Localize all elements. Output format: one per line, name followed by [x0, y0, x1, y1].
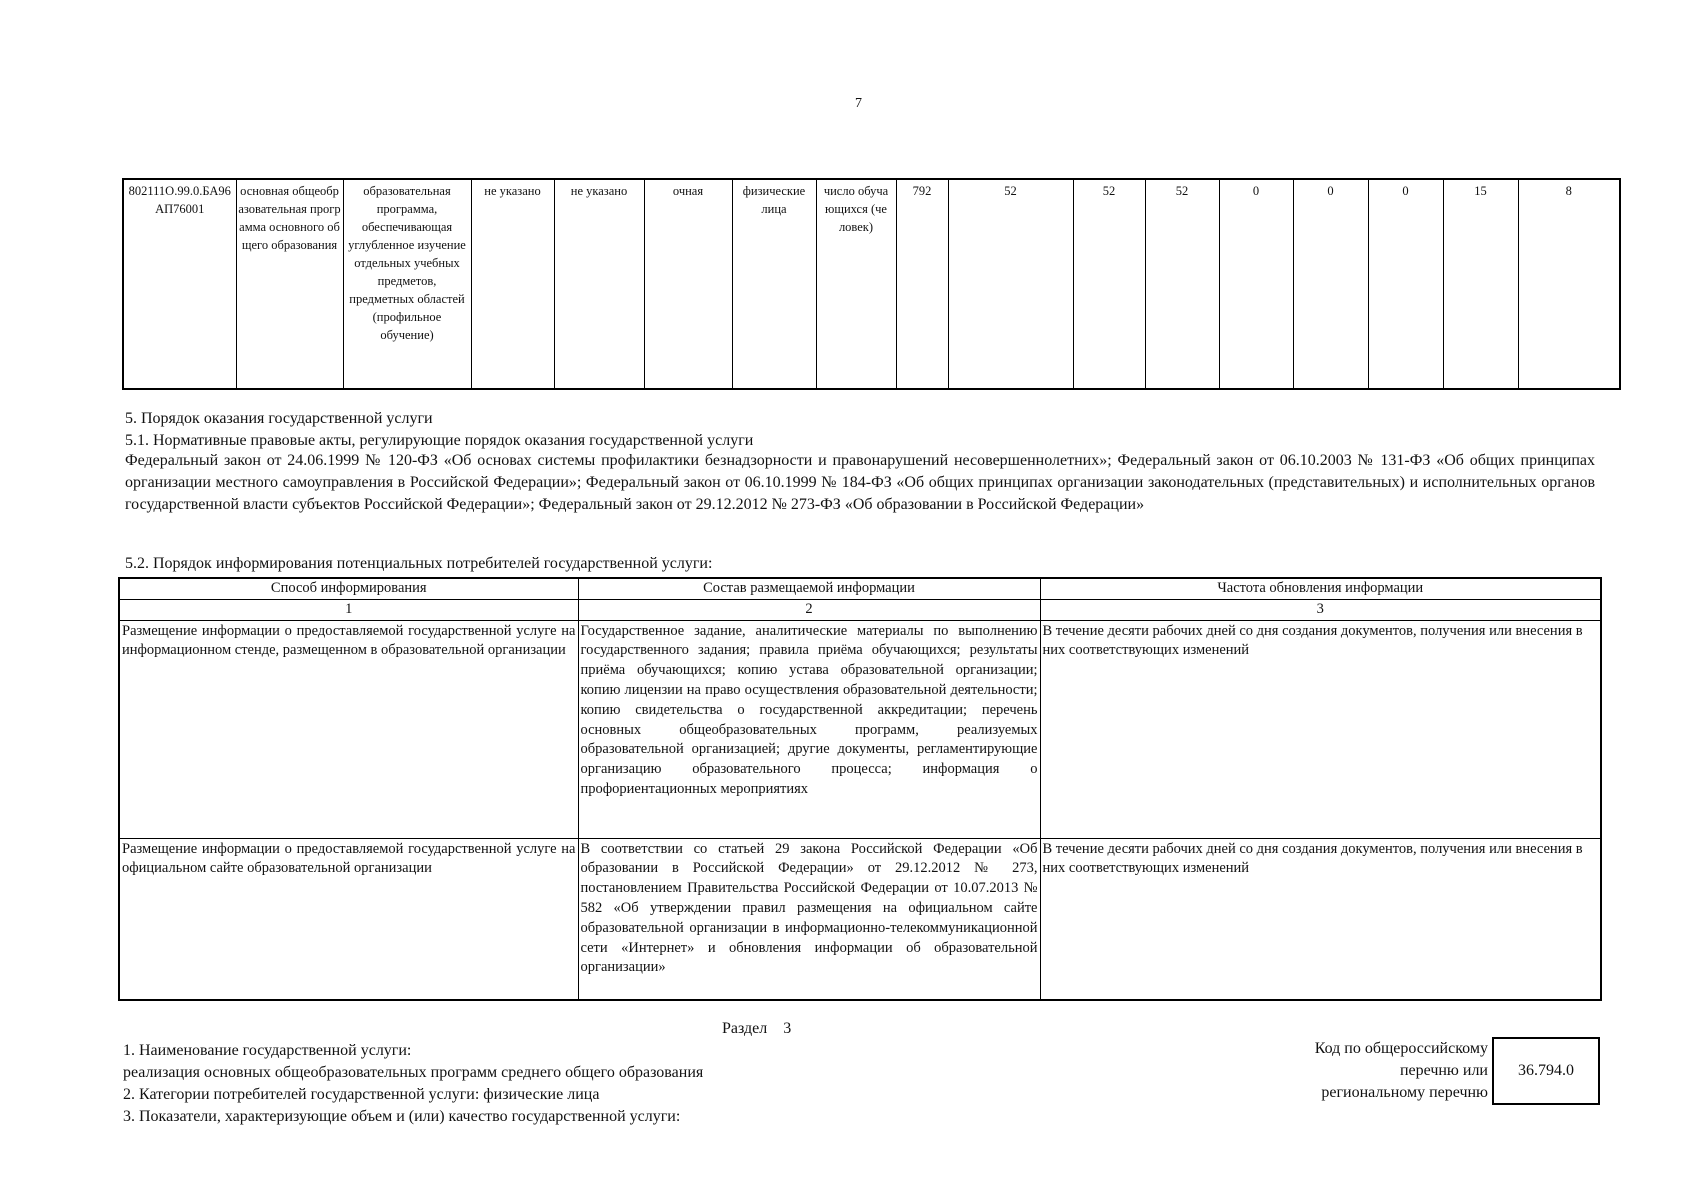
column-number: 1 — [119, 599, 578, 620]
column-header: Частота обновления информации — [1040, 578, 1601, 599]
cell: не указано — [554, 179, 644, 389]
column-number: 3 — [1040, 599, 1601, 620]
indicator-cell: число обучающихся (человек) — [816, 179, 896, 389]
razdel-number: 3 — [783, 1020, 792, 1037]
content-cell: Государственное задание, аналитические материалы по выполнению государственного задания; правила приёма обучающихся; результаты приёма обучающихся; копию устава образовательной организации; копию лицензии на право осуществления образовательной деятельности; копию свидетельства о государственной аккредитации; перечень основных общеобразовательных программ, реализуемых образовательной организацией; другие документы, регламентирующие организацию образовательного процесса; информация о профориентационных мероприятиях — [578, 620, 1040, 838]
unit-code-cell: 792 — [896, 179, 948, 389]
value-cell: 0 — [1368, 179, 1443, 389]
information-table — [118, 577, 1602, 1001]
value-cell: 0 — [1293, 179, 1368, 389]
consumers-cell: физические лица — [732, 179, 816, 389]
cell: не указано — [471, 179, 554, 389]
table-header-row — [119, 578, 1601, 599]
column-number: 2 — [578, 599, 1040, 620]
value-cell: 0 — [1219, 179, 1293, 389]
content-cell: В соответствии со статьей 29 закона Российской Федерации «Об образовании в Российской Федерации» от 29.12.2012 № 273, постановлением Правительства Российской Федерации от 10.07.2013 № 582 «Об утверждении правил размещения на официальном сайте образовательной организации в информационно-телекоммуникационной сети «Интернет» и обновления информации об образовательной организации» — [578, 838, 1040, 1000]
consumer-categories: 2. Категории потребителей государственной услуги: физические лица — [123, 1086, 600, 1103]
section-5-2-title: 5.2. Порядок информирования потенциальных потребителей государственной услуги: — [125, 555, 713, 572]
table-row — [119, 620, 1601, 838]
form-cell: очная — [644, 179, 732, 389]
value-cell: 8 — [1518, 179, 1620, 389]
column-header: Состав размещаемой информации — [578, 578, 1040, 599]
column-header: Способ информирования — [119, 578, 578, 599]
method-cell: Размещение информации о предоставляемой государственной услуге на информационном стенде, размещенном в образовательной организации — [119, 620, 578, 838]
program-cell: основная общеобразовательная программа основного общего образования — [236, 179, 343, 389]
table-row — [123, 179, 1620, 389]
value-cell: 15 — [1443, 179, 1518, 389]
program-type-cell: образовательная программа, обеспечивающая углубленное изучение отдельных учебных предметов, предметных областей (профильное обучение) — [343, 179, 471, 389]
indicators-title: 3. Показатели, характеризующие объем и (или) качество государственной услуги: — [123, 1108, 681, 1125]
registry-code-label: Код по общероссийскому перечню или региональному перечню — [1314, 1040, 1488, 1101]
service-name-title: 1. Наименование государственной услуги: — [123, 1042, 412, 1059]
laws-paragraph: Федеральный закон от 24.06.1999 № 120-ФЗ «Об основах системы профилактики безнадзорности и правонарушений несовершеннолетних»; Федеральный закон от 06.10.2003 № 131-ФЗ «Об общих принципах организации местного самоуправления в Российской Федерации»; Федеральный закон от 06.10.1999 № 184-ФЗ «Об общих принципах организации законодательных (представительных) и исполнительных органов государственной власти субъектов Российской Федерации»; Федеральный закон от 29.12.2012 № 273-ФЗ «Об образовании в Российской Федерации» — [125, 452, 1595, 513]
value-cell: 52 — [1073, 179, 1145, 389]
service-name-value: реализация основных общеобразовательных программ среднего общего образования — [123, 1064, 704, 1081]
indicator-table — [122, 178, 1621, 390]
value-cell: 52 — [1145, 179, 1219, 389]
registry-code-box: 36.794.0 — [1492, 1037, 1600, 1105]
frequency-cell: В течение десяти рабочих дней со дня создания документов, получения или внесения в них соответствующих изменений — [1040, 620, 1601, 838]
section-5-title: 5. Порядок оказания государственной услуги — [125, 410, 433, 427]
table-number-row — [119, 599, 1601, 620]
section-5-1-title: 5.1. Нормативные правовые акты, регулирующие порядок оказания государственной услуги — [125, 432, 754, 449]
value-cell: 52 — [948, 179, 1073, 389]
registry-code-cell: 802111О.99.0.БА96АП76001 — [123, 179, 236, 389]
frequency-cell: В течение десяти рабочих дней со дня создания документов, получения или внесения в них соответствующих изменений — [1040, 838, 1601, 1000]
table-row — [119, 838, 1601, 1000]
razdel-label: Раздел 3 — [722, 1020, 792, 1037]
page-number: 7 — [855, 96, 862, 111]
method-cell: Размещение информации о предоставляемой государственной услуге на официальном сайте образовательной организации — [119, 838, 578, 1000]
